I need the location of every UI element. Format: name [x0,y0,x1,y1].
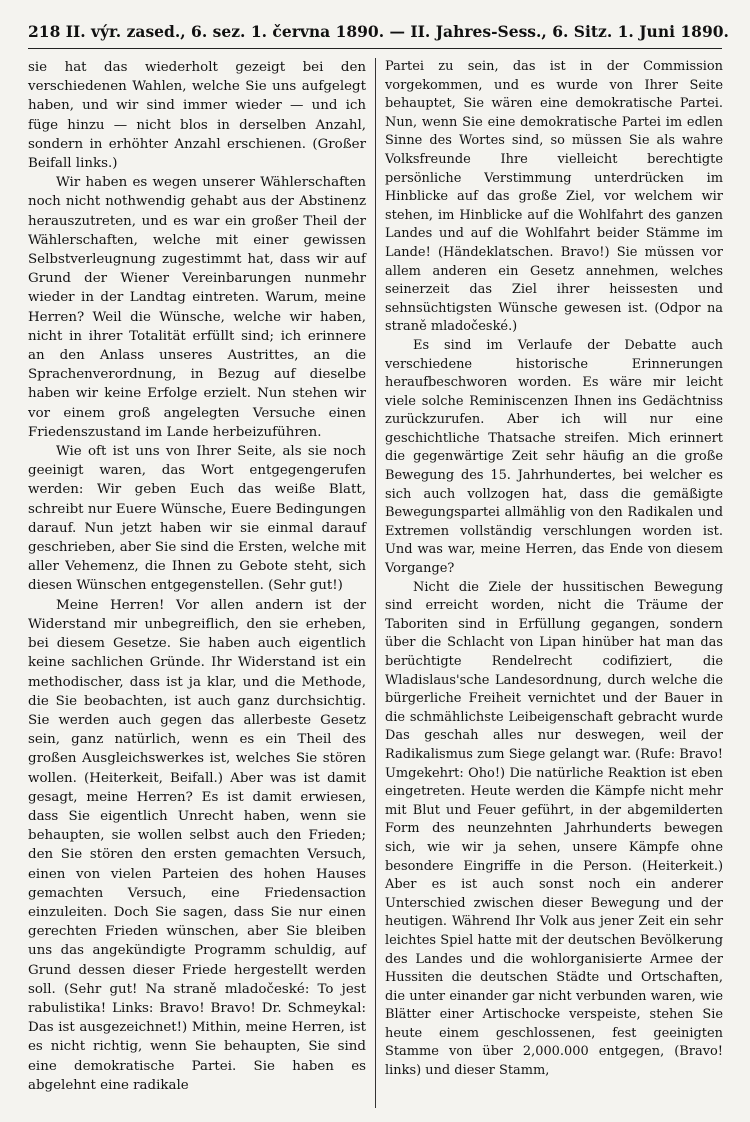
left-paragraph-1: sie hat das wiederholt gezeigt bei den verschiedenen Wahlen, welche Sie uns aufgelegt haben, und wir sind immer wieder — und ich füge hinzu — nicht blos in derselben Anzahl, sondern in erhöhter Anzahl erschienen. (Großer Beifall links.) [28,60,366,172]
right-column [385,58,723,1081]
left-column [28,58,366,1095]
header-rule [28,48,722,49]
left-paragraph-4: Meine Herren! Vor allen andern ist der Widerstand mir unbegreiflich, den sie erheben, bei diesem Gesetze. Sie haben auch eigentlich keine sachlichen Gründe. Ihr Widerstand ist ein methodischer, dass ist ja klar, und die Methode, die Sie beobachten, ist auch ganz durchsichtig. Sie werden auch gegen das allerbeste Gesetz sein, ganz natürlich, wenn es ein Theil des großen Ausgleichswerkes ist, welches Sie stören wollen. (Heiterkeit, Beifall.) Aber was ist damit gesagt, meine Herren? Es ist damit erwiesen, dass Sie eigentlich Unrecht haben, wenn sie behaupten, sie wollen selbst auch den Frieden; den Sie stören den ersten gemachten Versuch, einen von vielen Parteien des hohen Hauses gemachten Versuch, eine Friedensaction einzuleiten. Doch Sie sagen, dass Sie nur einen gerechten Frieden wünschen, aber Sie bleiben uns das angekündigte Programm schuldig, auf Grund dessen dieser Friede hergestellt werden soll. (Sehr gut! Na straně mladočeské: To jest rabulistika! Links: Bravo! Bravo! Dr. Schmeykal: Das ist ausgezeichnet!) Mithin, meine Herren, ist es nicht richtig, wenn Sie behaupten, Sie sind eine demokratische Partei. Sie haben es abgelehnt eine radikale [28,597,366,1093]
right-paragraph-1: Partei zu sein, das ist in der Commission vorgekommen, und es wurde von Ihrer Seite behauptet, Sie wären eine demokratische Partei. Nun, wenn Sie eine demokratische Partei im edlen Sinne des Wortes sind, so müssen Sie als wahre Volksfreunde Ihre vielleicht berechtigte persönliche Verstimmung unterdrücken im Hinblicke auf das große Ziel, vor welchem wir stehen, im Hinblicke auf die Wohlfahrt des ganzen Landes und auf die Wohlfahrt beider Stämme im Lande! (Händeklatschen. Bravo!) Sie müssen vor allem anderen ein Gesetz annehmen, welches seinerzeit das Ziel ihrer heissesten und sehnsüchtigsten Wünsche gewesen ist. (Odpor na straně mladočeské.) [385,59,723,335]
page-header: 218 II. výr. zased., 6. sez. 1. června 1890. — II. Jahres-Sess., 6. Sitz. 1. Juni 1890. [28,21,729,41]
right-paragraph-2: Es sind im Verlaufe der Debatte auch verschiedene historische Erinnerungen heraufbeschworen worden. Es wäre mir leicht viele solche Reminiscenzen Ihnen ins Gedächtniss zurückzurufen. Aber ich will nur eine geschichtliche Thatsache streifen. Mich erinnert die gegenwärtige Zeit sehr häufig an die große Bewegung des 15. Jahrhundertes, bei welcher es sich auch vollzogen hat, dass die gemäßigte Bewegungspartei allmählig von den Radikalen und Extremen vollständig verschlungen worden ist. Und was war, meine Herren, das Ende von diesem Vorgange? [385,337,723,577]
left-paragraph-3: Wie oft ist uns von Ihrer Seite, als sie noch geeinigt waren, das Wort entgegengerufen werden: Wir geben Euch das weiße Blatt, schreibt nur Euere Wünsche, Euere Bedingungen darauf. Nun jetzt haben wir sie einmal darauf geschrieben, aber Sie sind die Ersten, welche mit aller Vehemenz, die Ihnen zu Gebote steht, sich diesen Wünschen entgegenstellen. (Sehr gut!) [28,444,366,594]
left-paragraph-2: Wir haben es wegen unserer Wählerschaften noch nicht nothwendig gehabt aus der Abstinenz herauszutreten, und es war ein großer Theil der Wählerschaften, welche mit einer gewissen Selbstverleugnung zugestimmt hat, dass wir auf Grund der Wiener Vereinbarungen nunmehr wieder in der Landtag eintreten. Warum, meine Herren? Weil die Wünsche, welche wir haben, nicht in ihrer Totalität erfüllt sind; ich erinnere an den Anlass unseres Austrittes, an die Sprachenverordnung, in Bezug auf dieselbe haben wir keine Erfolge erzielt. Nun stehen wir vor einem groß angelegten Versuche einen Friedenszustand im Lande herbeizuführen. [28,175,366,440]
column-divider [375,58,376,1108]
right-paragraph-3: Nicht die Ziele der hussitischen Bewegung sind erreicht worden, nicht die Träume der Taboriten sind in Erfüllung gegangen, sondern über die Schlacht von Lipan hinüber hat man das berüchtigte Rendelrecht codifiziert, die Wladislaus'sche Landesordnung, durch welche die bürgerliche Freiheit vernichtet und der Bauer in die schmählichste Leibeigenschaft gebracht wurde Das geschah alles nur deswegen, weil der Radikalismus zum Siege gelangt war. (Rufe: Bravo! Umgekehrt: Oho!) Die natürliche Reaktion ist eben eingetreten. Heute werden die Kämpfe nicht mehr mit Blut und Feuer geführt, in der abgemilderten Form des neunzehnten Jahrhunderts bewegen sich, wie wir ja sehen, unsere Kämpfe ohne besondere Eingriffe in die Person. (Heiterkeit.) Aber es ist auch sonst noch ein anderer Unterschied zwischen dieser Bewegung und der heutigen. Während Ihr Volk aus jener Zeit ein sehr leichtes Spiel hatte mit der deutschen Bevölkerung des Landes und die wohlorganisierte Armee der Hussiten die deutschen Städte und Ortschaften, die unter einander gar nicht verbunden waren, wie Blätter einer Artischocke verspeiste, stehen Sie heute einem geschlossenen, fest geeinigten Stamme von über 2,000.000 entgegen, (Bravo! links) und dieser Stamm, [385,579,723,1079]
